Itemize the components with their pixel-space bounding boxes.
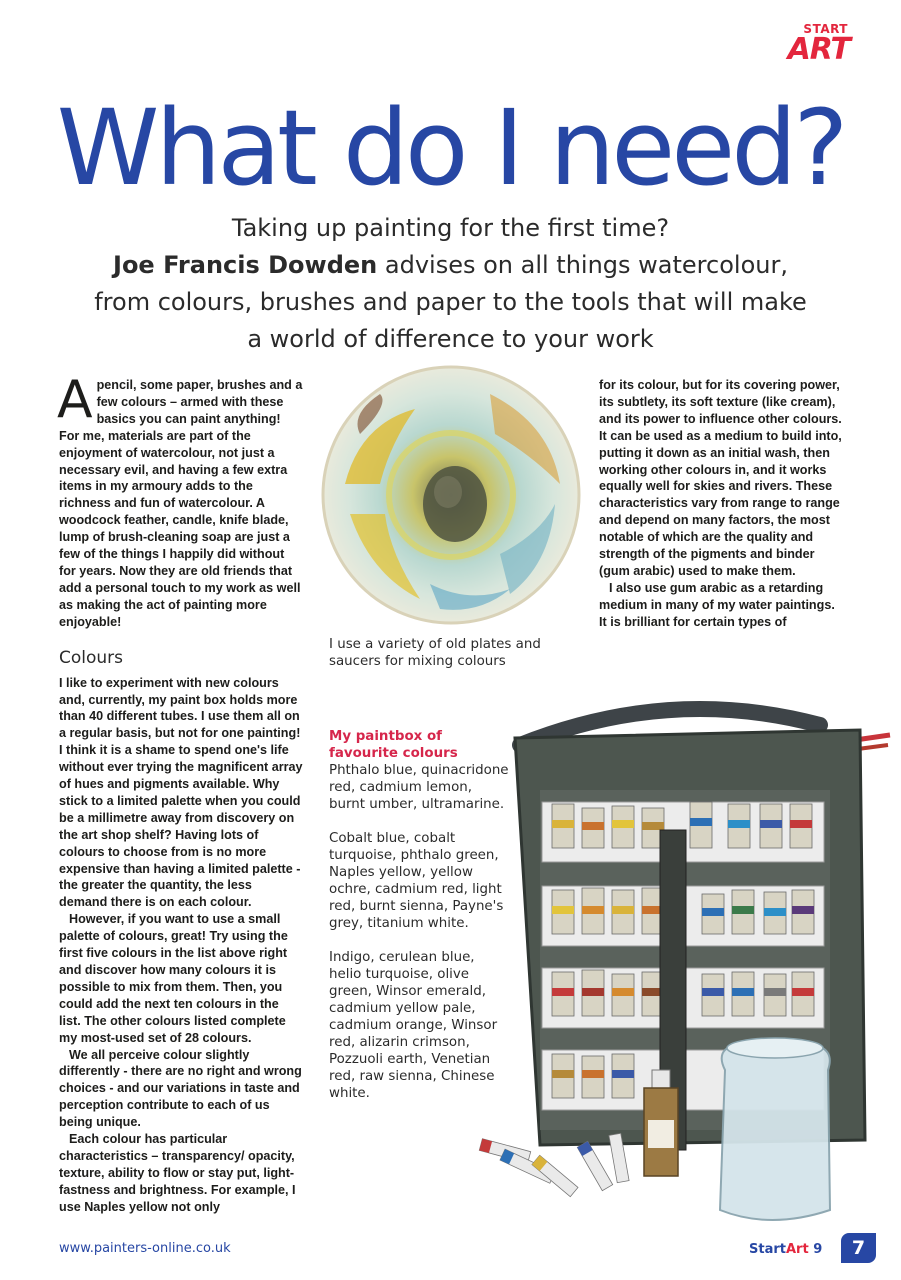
standfirst-line-2 [60, 247, 841, 284]
page-title: What do I need? [56, 87, 845, 209]
colour-group-1: Phthalo blue, quinacridone red, cadmium lemon, burnt umber, ultramarine. [329, 763, 509, 812]
body-paragraph: Each colour has particular characteristics – transparency/ opacity, texture, ability to flow or stay put, light-fastness and brightness. For example, I use Naples yellow not only [59, 1132, 296, 1214]
body-paragraph: However, if you want to use a small palette of colours, great! Try using the first five colours in the list above right and discover how many colours it is possible to mix from them. Then, you could add the next ten colours in the list. The other colours listed complete my most-used set of 28 colours. [59, 912, 288, 1045]
body-paragraph: for its colour, but for its covering power, its subtlety, its soft texture (like cream), and its power to influence other colours. It can be used as a medium to build into, putting it down as an initial wash, then working other colours in, and it works equally well for skies and rivers. These characteristics vary from range to range and depend on many factors, the most notable of which are the quality and strength of the pigments and binder (gum arabic) used to make them. [599, 378, 842, 578]
intro-text: pencil, some paper, brushes and a few colours – armed with these basics you can paint anything! For me, materials are part of the enjoyment of watercolour, not just a necessary evil, and having a few extra items in my armoury adds to the richness and fun of watercolour. A woodcock feather, candle, knife blade, lump of brush-cleaning soap are just a few of the things I happily did without for years. Now they are old friends that add a personal touch to my work as well as making the act of painting more enjoyable! [59, 378, 303, 629]
standfirst-line-2-text: advises on all things watercolour, [377, 251, 788, 279]
footer-url: www.painters-online.co.uk [59, 1241, 231, 1256]
paintbox-list-heading: My paintbox of favourite colours [329, 729, 458, 761]
body-paragraph: We all perceive colour slightly differently - there are no right and wrong choices - and our variations in taste and perception contribute to each of us being unique. [59, 1047, 302, 1130]
article-column-3 [599, 377, 845, 631]
body-paragraph: I like to experiment with new colours and, currently, my paint box holds more than 40 different tubes. I use them all on a regular basis, but not for one painting! I think it is a shame to spend one's life without ever trying the magnificent array of hues and pigments available. Why stick to a limited palette when you could be a millimetre away from discovery on the art shop shelf? Having lots of colours to choose from is no more expensive than having a limited palette - the greater the quantity, the less demand there is on each colour. [59, 675, 303, 910]
colours-subheading: Colours [59, 647, 124, 668]
paintbox-image [470, 690, 901, 1230]
article-column-1 [57, 370, 303, 1216]
standfirst [60, 210, 841, 358]
dropcap: A [57, 370, 93, 430]
footer-mag-start: Start [749, 1242, 786, 1257]
standfirst-line-1: Taking up painting for the first time? [231, 214, 670, 242]
colour-group-2: Cobalt blue, cobalt turquoise, phthalo green, Naples yellow, yellow ochre, cadmium red, light red, burnt sienna, Payne's grey, titanium white. [329, 831, 504, 931]
standfirst-line-4: a world of difference to your work [247, 325, 654, 353]
body-paragraph: I also use gum arabic as a retarding medium in many of my water paintings. It is brilliant for certain types of [599, 580, 835, 629]
plate-caption: I use a variety of old plates and saucers for mixing colours [329, 637, 541, 669]
footer-magazine-name [749, 1242, 822, 1257]
logo-start-text: START [803, 22, 848, 36]
footer-mag-issue: 9 [808, 1242, 823, 1257]
intro-paragraph [57, 370, 303, 631]
startart-logo [776, 22, 850, 74]
standfirst-line-3: from colours, brushes and paper to the tools that will make [94, 288, 807, 316]
logo-art-text: ART [787, 32, 850, 67]
page-number: 7 [841, 1233, 876, 1263]
footer-mag-art: Art [785, 1242, 809, 1257]
mixing-plate-image [320, 364, 582, 626]
colour-group-3: Indigo, cerulean blue, helio turquoise, olive green, Winsor emerald, cadmium yellow pale, cadmium orange, Winsor red, alizarin crimson, Pozzuoli earth, Venetian red, raw sienna, Chinese white. [329, 950, 498, 1101]
author-name: Joe Francis Dowden [113, 251, 378, 279]
